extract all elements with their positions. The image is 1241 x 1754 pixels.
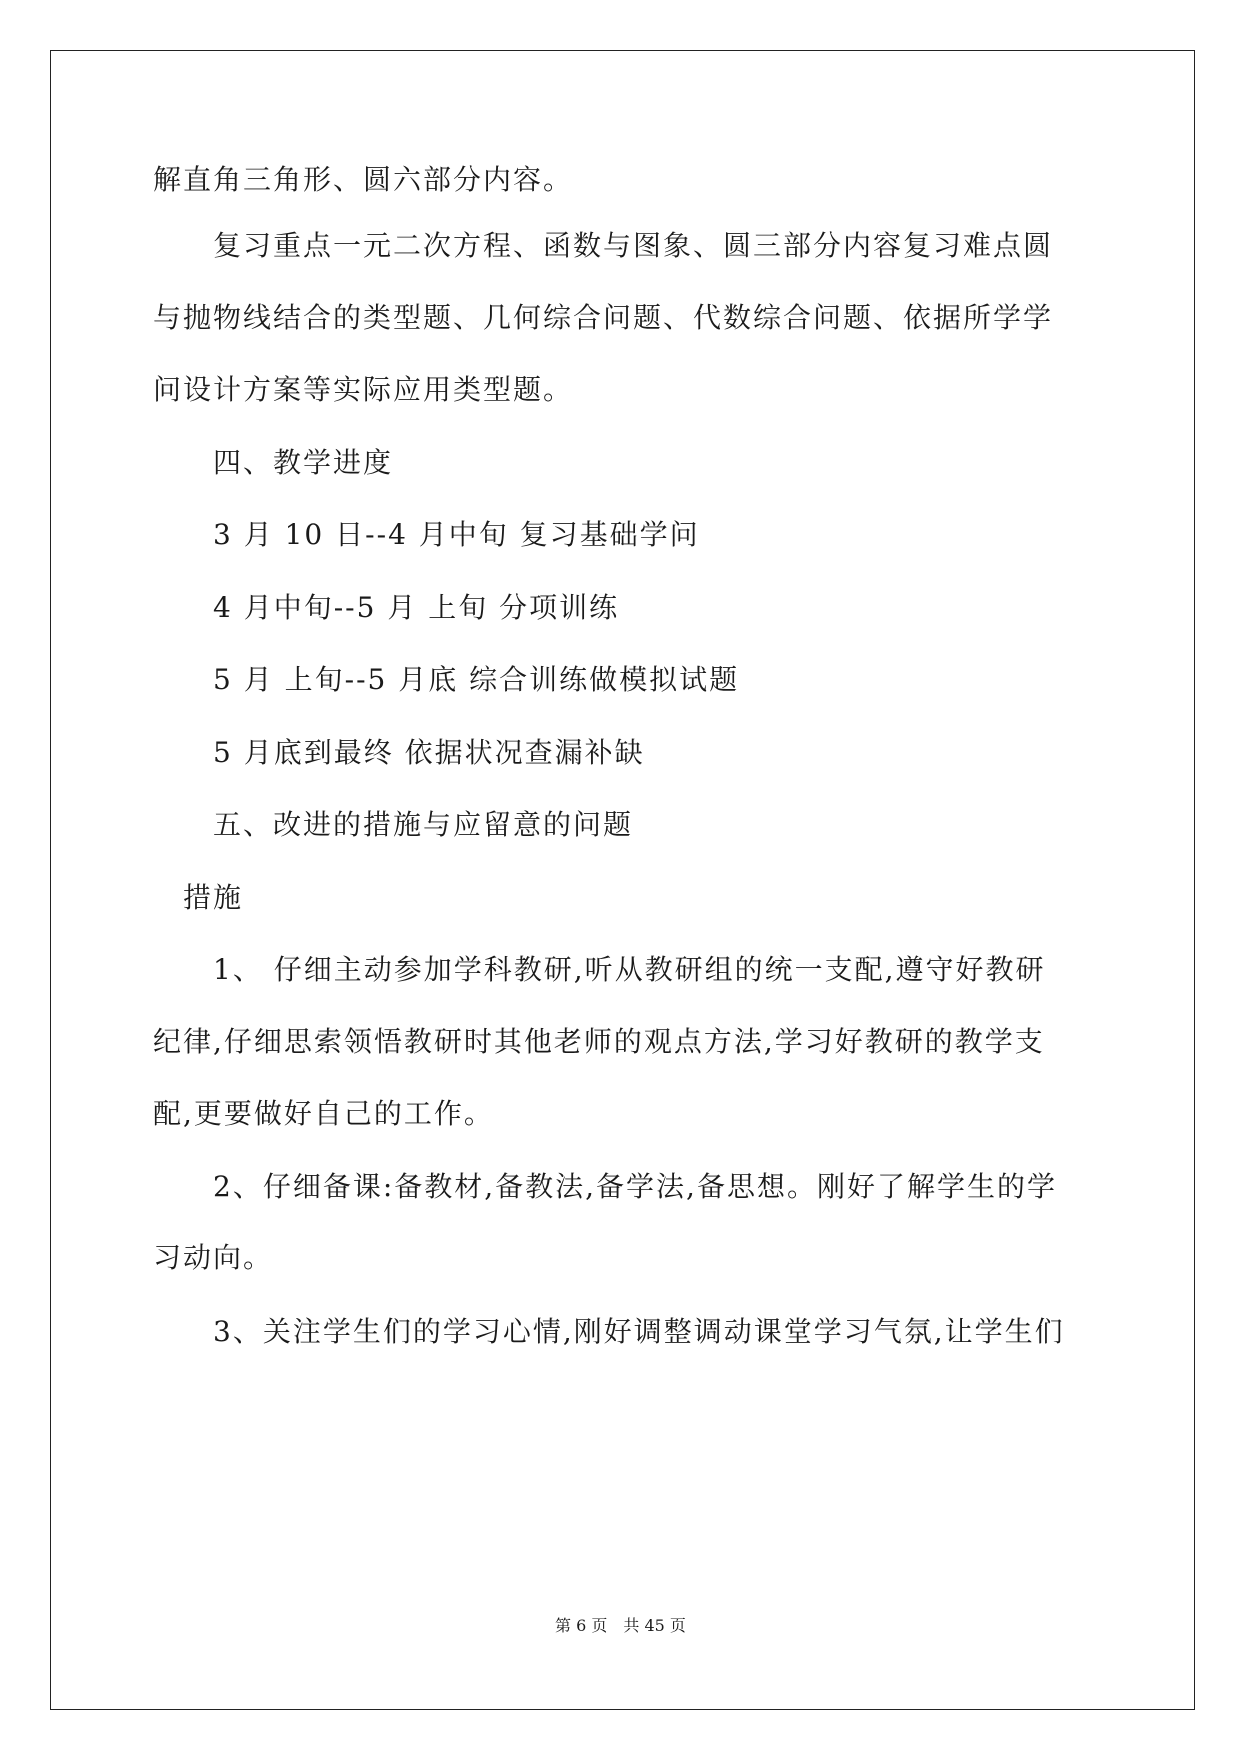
page-footer: 第 6 页 共 45 页 [555, 1616, 686, 1635]
text-line: 习动向。 [153, 1241, 274, 1274]
schedule-item: 5 月 上旬--5 月底 综合训练做模拟试题 [213, 663, 740, 696]
text-line: 复习重点一元二次方程、函数与图象、圆三部分内容复习难点圆 [213, 229, 1054, 262]
text-line: 3、关注学生们的学习心情,刚好调整调动课堂学习气氛,让学生们 [213, 1315, 1065, 1348]
section-heading: 五、改进的措施与应留意的问题 [213, 808, 634, 841]
text-line: 问设计方案等实际应用类型题。 [153, 373, 574, 406]
text-line: 2、仔细备课:备教材,备教法,备学法,备思想。刚好了解学生的学 [213, 1170, 1057, 1203]
text-line: 1、 仔细主动参加学科教研,听从教研组的统一支配,遵守好教研 [213, 953, 1046, 986]
text-line: 解直角三角形、圆六部分内容。 [153, 163, 574, 196]
text-line: 配,更要做好自己的工作。 [153, 1097, 494, 1130]
subheading: 措施 [183, 881, 244, 914]
text-line: 与抛物线结合的类型题、几何综合问题、代数综合问题、依据所学学 [153, 301, 1054, 334]
section-heading: 四、教学进度 [213, 446, 394, 479]
schedule-item: 4 月中旬--5 月 上旬 分项训练 [213, 591, 620, 624]
text-line: 纪律,仔细思索领悟教研时其他老师的观点方法,学习好教研的教学支 [153, 1025, 1045, 1058]
schedule-item: 3 月 10 日--4 月中旬 复习基础学问 [213, 518, 700, 551]
schedule-item: 5 月底到最终 依据状况查漏补缺 [213, 736, 645, 769]
